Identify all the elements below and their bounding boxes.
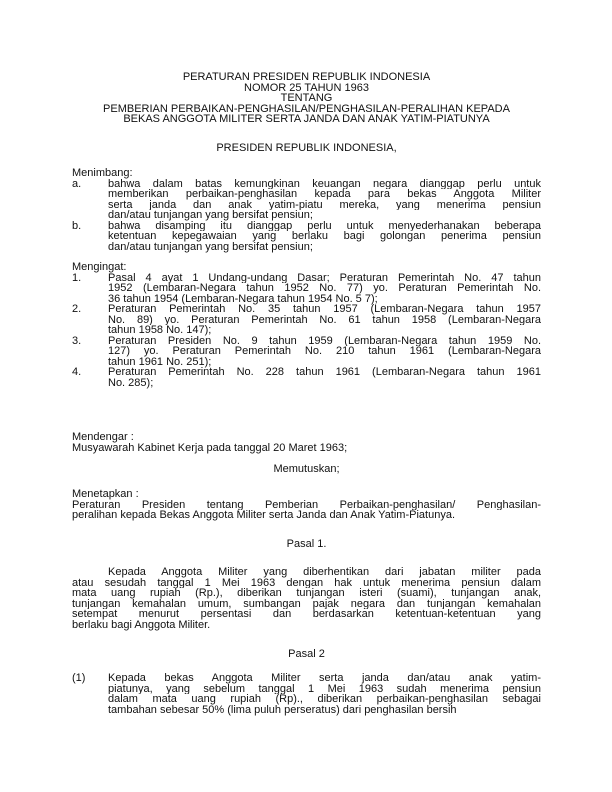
item-number: 1. bbox=[72, 271, 82, 284]
text-line: Kepada Anggota Militer yang diberhentikan dari jabatan militer pada bbox=[108, 567, 541, 578]
text-line: mata uang rupiah (Rp.), diberikan tunjangan isteri (suami), tunjangan anak, bbox=[72, 588, 541, 599]
memutuskan-heading: Memutuskan; bbox=[273, 463, 340, 475]
text-line: No. 89) yo. Peraturan Pemerintah No. 61 tahun 1958 (Lembaran-Negara bbox=[108, 314, 541, 325]
text-line: Kepada bekas Anggota Militer serta janda dan/atau anak yatim- bbox=[108, 673, 541, 684]
text-line: dan/atau tunjangan yang bersifat pensiun; bbox=[108, 240, 313, 253]
text-line: Peraturan Pemerintah No. 35 tahun 1957 (Lembaran-Negara tahun 1957 bbox=[108, 304, 541, 315]
header-line: BEKAS ANGGOTA MILITER SERTA JANDA DAN ANAK YATIM-PIATUNYA bbox=[123, 113, 490, 125]
header-line: TENTANG bbox=[280, 92, 333, 104]
header-line: NOMOR 25 TAHUN 1963 bbox=[244, 81, 369, 94]
text-line: dalam mata uang rupiah (Rp)., diberikan perbaikan-penghasilan sebagai bbox=[108, 694, 541, 705]
item-number: 2. bbox=[72, 303, 82, 315]
text-line: piatunya, yang sebelum tanggal 1 Mei 1963 sudah menerima pensiun bbox=[108, 683, 541, 694]
text-line: bahwa dalam batas kemungkinan keuangan negara dianggap perlu untuk bbox=[108, 178, 541, 189]
text-line: Peraturan Presiden No. 9 tahun 1959 (Lembaran-Negara tahun 1959 No. bbox=[108, 335, 541, 346]
item-number: (1) bbox=[72, 672, 86, 684]
item-number: a. bbox=[72, 177, 82, 190]
menetapkan-line: peralihan kepada Bekas Anggota Militer serta Janda dan Anak Yatim-Piatunya. bbox=[72, 509, 456, 521]
list-item bbox=[72, 673, 541, 715]
list-item bbox=[72, 273, 541, 305]
text-line: ketentuan kepegawaian yang berlaku bagi golongan penerima pensiun bbox=[108, 231, 541, 242]
text-line: tahun 1958 No. 147); bbox=[108, 324, 212, 336]
mendengar-label: Mendengar : bbox=[72, 431, 134, 443]
item-number: 4. bbox=[72, 366, 82, 378]
menetapkan-line: Peraturan Presiden tentang Pemberian Perbaikan-penghasilan/ Penghasilan- bbox=[72, 499, 541, 510]
list-item bbox=[72, 179, 541, 221]
issuer: PRESIDEN REPUBLIK INDONESIA, bbox=[216, 142, 397, 154]
text-line: 127) yo. Peraturan Pemerintah No. 210 tahun 1961 (Lembaran-Negara bbox=[108, 346, 541, 357]
list-item bbox=[72, 336, 541, 368]
mengingat-section bbox=[72, 262, 541, 388]
mendengar-section bbox=[72, 432, 541, 453]
list-item bbox=[72, 304, 541, 336]
menimbang-section bbox=[72, 168, 541, 252]
header-line: PERATURAN PRESIDEN REPUBLIK INDONESIA bbox=[182, 71, 431, 83]
text-line: serta janda dan anak yatim-piatu mereka, yang menerima pensiun bbox=[108, 199, 541, 210]
pasal2-title: Pasal 2 bbox=[288, 648, 325, 660]
text-line: atau sesudah tanggal 1 Mei 1963 dengan hak untuk menerima pensiun dalam bbox=[72, 577, 541, 588]
issuer-block bbox=[72, 143, 541, 154]
text-line: berlaku bagi Anggota Militer. bbox=[72, 618, 211, 631]
pasal1-body bbox=[72, 567, 541, 630]
text-line: 1952 (Lembaran-Negara tahun 1952 No. 77) yo. Peraturan Pemerintah No. bbox=[108, 283, 541, 294]
mengingat-label: Mengingat: bbox=[72, 261, 127, 273]
text-line: setempat menurut persentasi dan berdasarkan ketentuan-ketentuan yang bbox=[72, 609, 541, 620]
pasal1-title-block bbox=[72, 539, 541, 550]
pasal2-title-block bbox=[72, 649, 541, 660]
pasal2-body bbox=[72, 673, 541, 715]
header-line: PEMBERIAN PERBAIKAN-PENGHASILAN/PENGHASILAN-PERALIHAN KEPADA bbox=[103, 102, 510, 115]
text-line: dan/atau tunjangan yang bersifat pensiun; bbox=[108, 209, 313, 221]
text-line: memberikan perbaikan-penghasilan kepada para bekas Anggota Militer bbox=[108, 189, 541, 200]
menetapkan-section bbox=[72, 489, 541, 521]
text-line: bahwa disamping itu dianggap perlu untuk menyederhanakan beberapa bbox=[108, 220, 541, 231]
document-header bbox=[72, 72, 541, 125]
pasal1-title: Pasal 1. bbox=[286, 538, 327, 550]
text-line: Pasal 4 ayat 1 Undang-undang Dasar; Peraturan Pemerintah No. 47 tahun bbox=[108, 272, 541, 283]
item-number: 3. bbox=[72, 334, 82, 347]
text-line: tahun 1961 No. 251); bbox=[108, 355, 212, 368]
memutuskan-block bbox=[72, 464, 541, 475]
text-line: tambahan sebesar 50% (lima puluh perseratus) dari penghasilan bersih bbox=[108, 703, 457, 716]
mendengar-text: Musyawarah Kabinet Kerja pada tanggal 20 Maret 1963; bbox=[72, 441, 348, 454]
text-line: Peraturan Pemerintah No. 228 tahun 1961 (Lembaran-Negara tahun 1961 bbox=[108, 367, 541, 378]
list-item bbox=[72, 367, 541, 388]
item-number: b. bbox=[72, 219, 82, 232]
text-line: No. 285); bbox=[108, 376, 154, 389]
list-item bbox=[72, 221, 541, 253]
menimbang-label: Menimbang: bbox=[72, 167, 133, 179]
text-line: tunjangan kemahalan umum, sumbangan pajak negara dan tunjangan kemahalan bbox=[72, 598, 541, 609]
text-line: 36 tahun 1954 (Lembaran-Negara tahun 1954 No. 5 7); bbox=[108, 292, 378, 305]
menetapkan-label: Menetapkan : bbox=[72, 488, 139, 500]
